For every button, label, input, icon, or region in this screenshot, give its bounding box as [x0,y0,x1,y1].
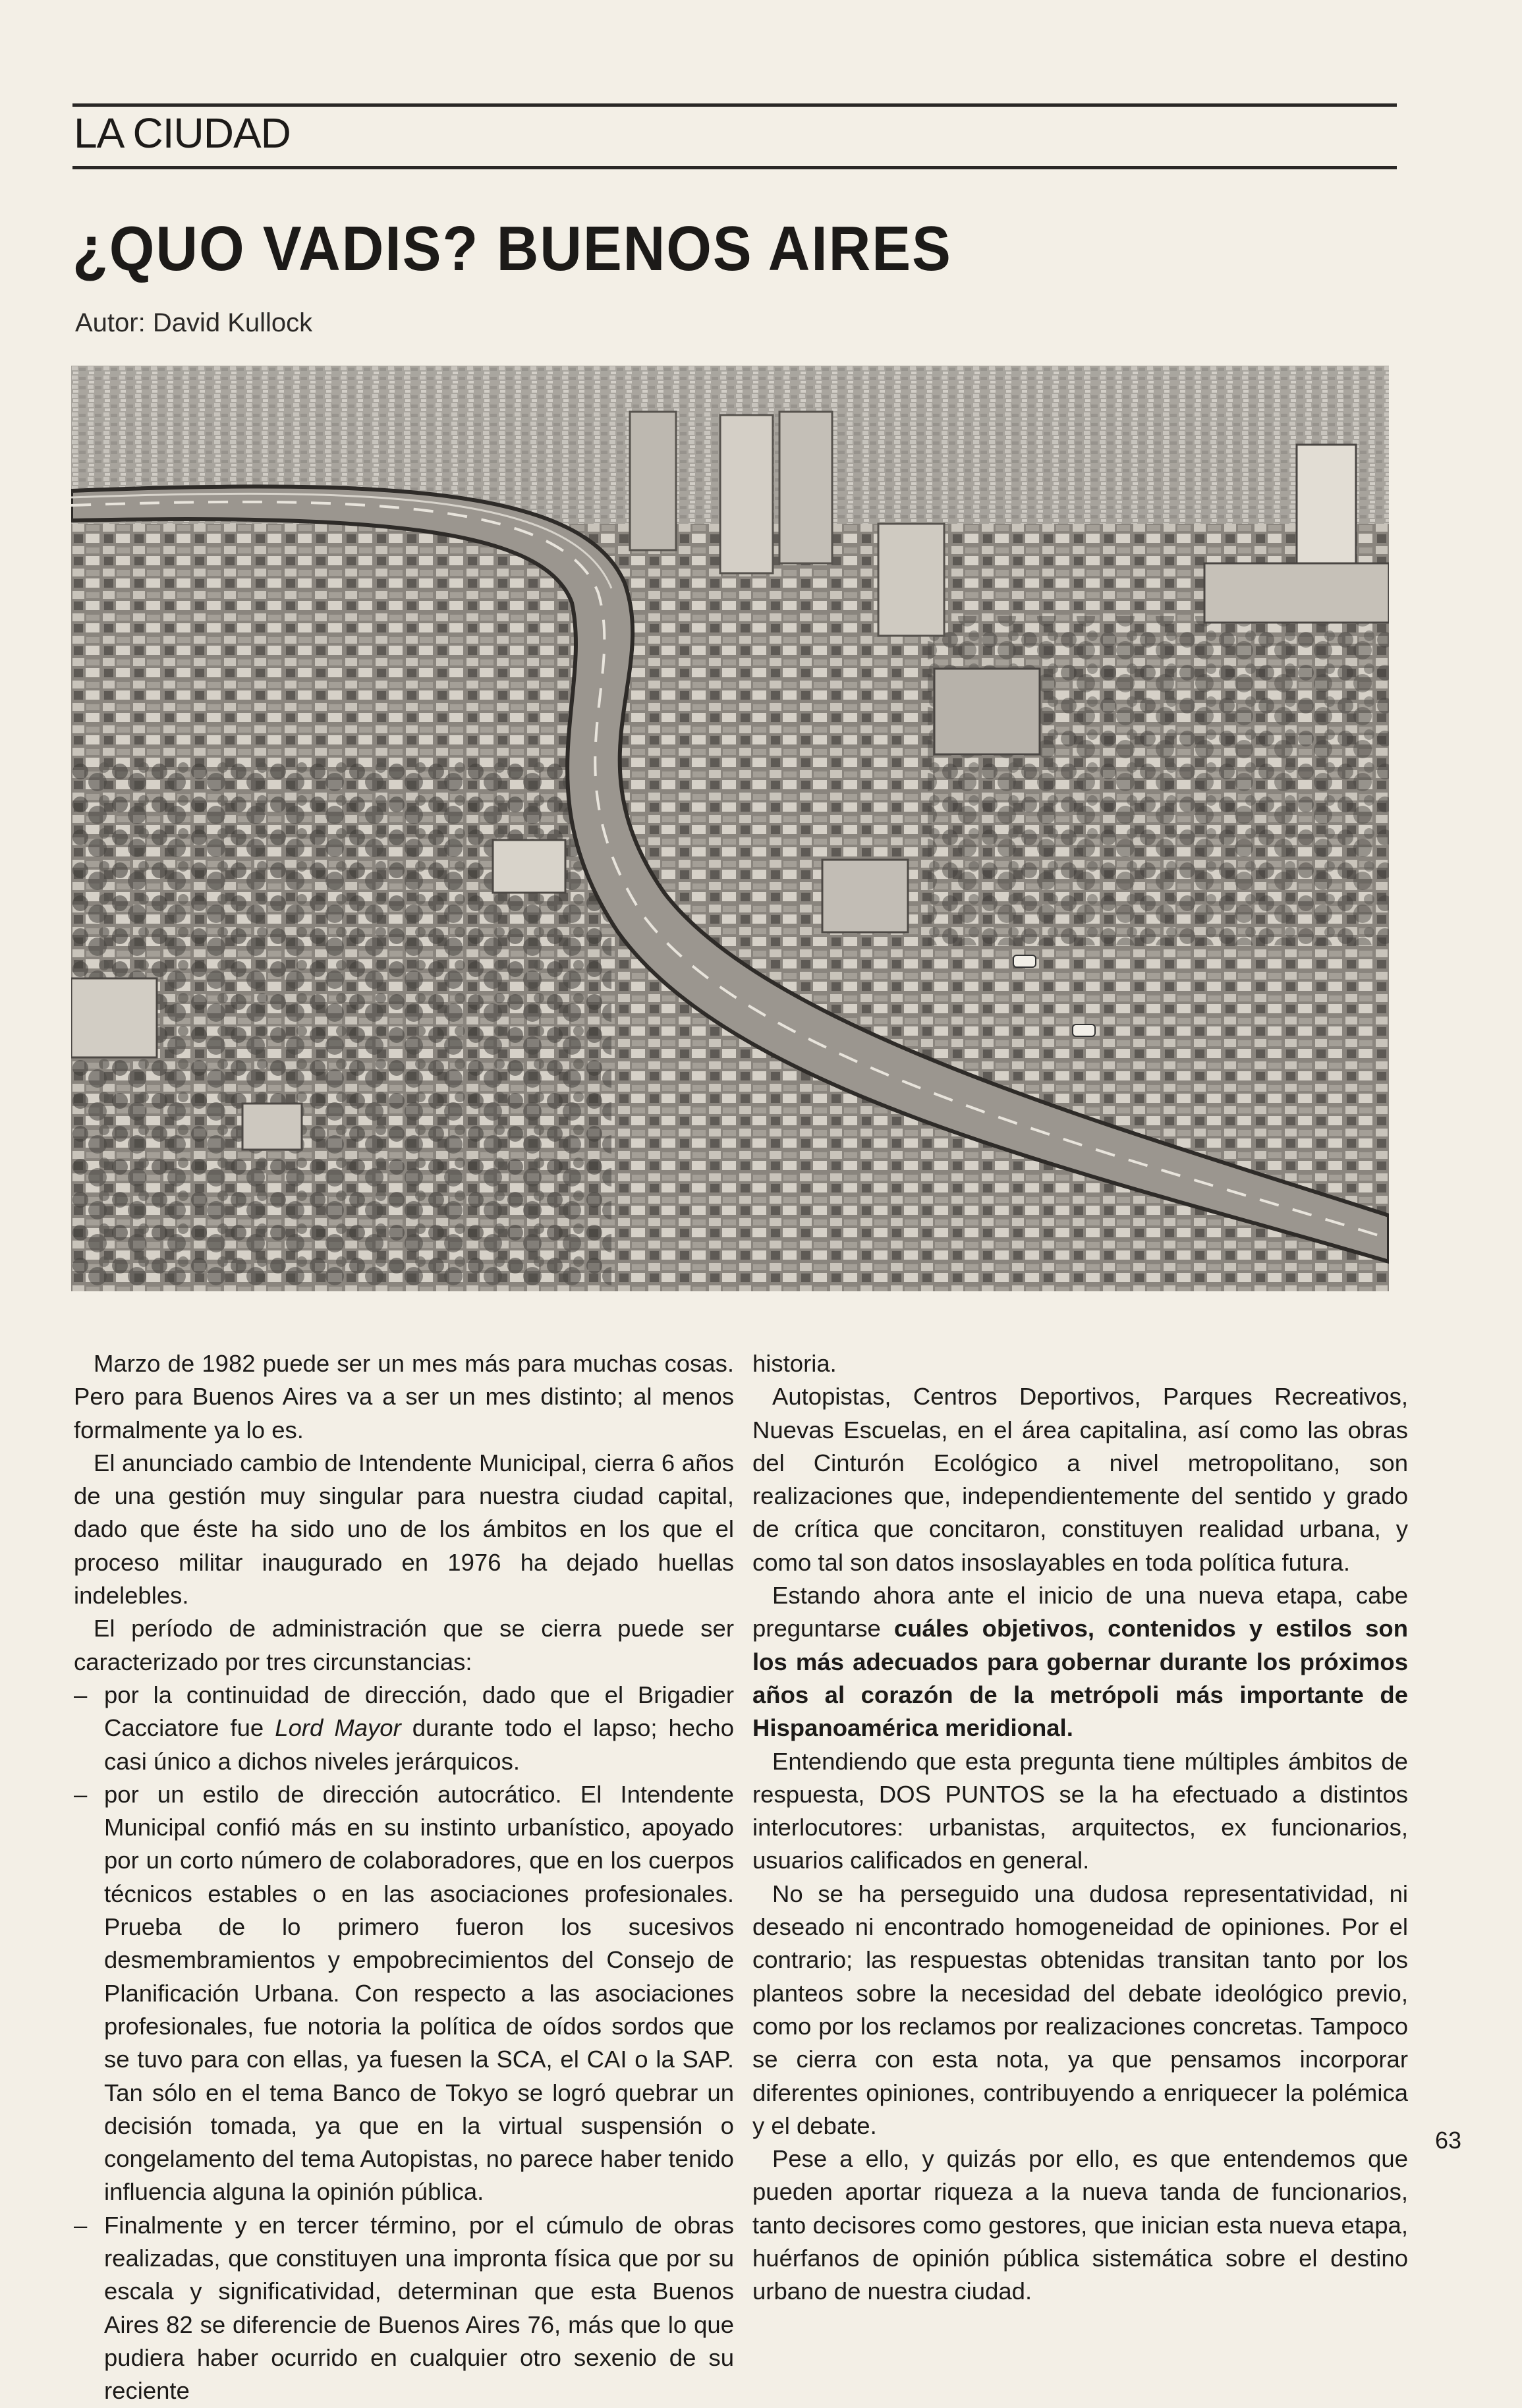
list-item: – Finalmente y en tercer término, por el cúmulo de obras realizadas, que constituyen una impronta física que por su escala y significatividad, determinan que esta Buenos Aires 82 se diferencie de Buenos Aires 76, más que lo que pudiera haber ocurrido en cualquier otro sexenio de su reciente [74,2209,734,2408]
list-item [74,1679,734,1778]
aerial-highway-photo [71,366,1389,1291]
list-item-text: por la continuidad de dirección, dado que el Brigadier Cacciatore fue [104,1681,734,1742]
paragraph: Entendiendo que esta pregunta tiene múltiples ámbitos de respuesta, DOS PUNTOS se la ha efectuado a distintos interlocutores: urbanistas, arquitectos, ex funcionarios, usuarios calificados en general. [752,1747,1408,1874]
list-item: – por un estilo de dirección autocrático. El Intendente Municipal confió más en su instinto urbanístico, apoyado por un corto número de colaboradores, que en los cuerpos técnicos estables o en las asociaciones profesionales. Prueba de lo primero fueron los sucesivos desmembramientos y empobrecimientos del Consejo de Planificación Urbana. Con respecto a las asociaciones profesionales, fue notoria la política de oídos sordos que se tuvo para con ellas, ya fuesen la SCA, el CAI o la SAP. Tan sólo en el tema Banco de Tokyo se logró quebrar un decisión tomada, ya que en la virtual suspensión o congelamento del tema Autopistas, no parece haber tenido influencia alguna la opinión pública. [74,1778,734,2209]
header-rule-top [72,103,1397,107]
article-title: ¿QUO VADIS? BUENOS AIRES [72,213,952,284]
article-column-right [752,1347,1408,2309]
article-column-left [74,1347,734,2408]
paragraph: El anunciado cambio de Intendente Municipal, cierra 6 años de una gestión muy singular para nuestra ciudad capital, dado que éste ha sido uno de los ámbitos en los que el proceso militar inaugurado en 1976 ha dejado huellas indelebles. [74,1449,734,1610]
circumstances-list [74,1679,734,2408]
paragraph: historia. [752,1350,837,1377]
aerial-highway-illustration [71,366,1389,1291]
header-rule-bottom [72,166,1397,169]
paragraph: Autopistas, Centros Deportivos, Parques Recreativos, Nuevas Escuelas, en el área capitalina, así como las obras del Cinturón Ecológico a nivel metropolitano, son realizaciones que, independientemente del sentido y grado de crítica que concitaron, constituyen realidad urbana, y como tal son datos insoslayables en toda política futura. [752,1383,1408,1576]
paragraph-text: Estando ahora ante el inicio de una nueva etapa, cabe preguntarse [752,1582,1408,1642]
section-label: LA CIUDAD [74,109,291,157]
paragraph: No se ha perseguido una dudosa representatividad, ni deseado ni encontrado homogeneidad de opiniones. Por el contrario; las respuestas obtenidas transitan tanto por los planteos sobre la necesidad del debate ideológico previo, como por los reclamos por realizaciones concretas. Tampoco se cierra con esta nota, ya que pensamos incorporar diferentes opiniones, contribuyendo a enriquecer la polémica y el debate. [752,1880,1408,2139]
article-byline: Autor: David Kullock [75,308,313,337]
highlighted-question: cuáles objetivos, contenidos y estilos son los más adecuados para gobernar durante los próximos años al corazón de la metrópoli más importante de Hispanoamérica meridional. [752,1615,1408,1742]
paragraph: El período de administración que se cierra puede ser caracterizado por tres circunstancias: [74,1615,734,1675]
paragraph [752,1579,1408,1745]
emphasis-text: Lord Mayor [275,1714,401,1742]
list-item-text: durante todo el lapso; hecho casi único a dichos niveles jerárquicos. [104,1714,735,1775]
page-number: 63 [1435,2127,1462,2154]
paragraph: Marzo de 1982 puede ser un mes más para muchas cosas. Pero para Buenos Aires va a ser un mes distinto; al menos formalmente ya lo es. [74,1350,734,1443]
paragraph: Pese a ello, y quizás por ello, es que entendemos que pueden aportar riqueza a la nueva tanda de funcionarios, tanto decisores como gestores, que inician esta nueva etapa, huérfanos de opinión pública sistemática sobre el destino urbano de nuestra ciudad. [752,2145,1408,2305]
